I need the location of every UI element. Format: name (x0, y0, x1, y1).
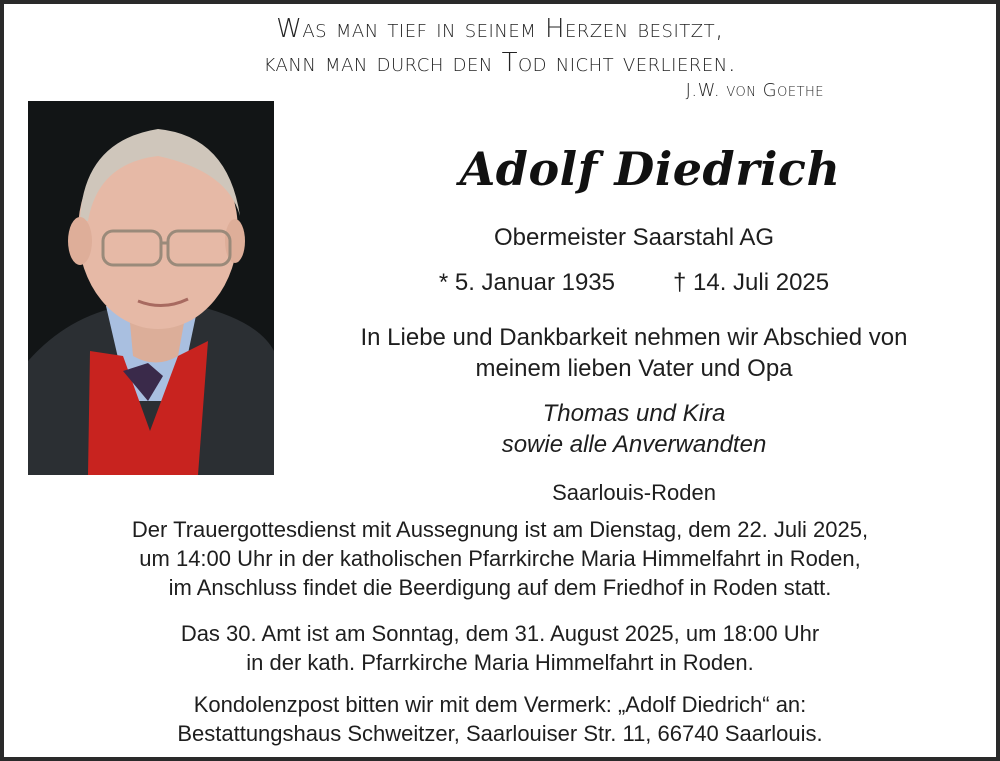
farewell-line-1: In Liebe und Dankbarkeit nehmen wir Abschied von (360, 324, 908, 351)
birth-date: * 5. Januar 1935 (438, 269, 615, 296)
mass-line-1: Das 30. Amt ist am Sonntag, dem 31. August 2025, um 18:00 Uhr (180, 621, 820, 646)
condolence-line-2: Bestattungshaus Schweitzer, Saarlouiser Str. 11, 66740 Saarlouis. (177, 721, 823, 746)
service-line-1: Der Trauergottesdienst mit Aussegnung ist am Dienstag, dem 22. Juli 2025, (131, 517, 869, 542)
deceased-role: Obermeister Saarstahl AG (493, 224, 775, 251)
deceased-name: Adolf Diedrich (459, 142, 841, 196)
death-date: † 14. Juli 2025 (673, 269, 830, 296)
life-dates (304, 269, 964, 297)
service-line-2: um 14:00 Uhr in der katholischen Pfarrkirche Maria Himmelfahrt in Roden, (139, 546, 861, 571)
portrait-photo (28, 101, 274, 475)
farewell-line-2: meinem lieben Vater und Opa (475, 355, 793, 382)
condolence-line-1: Kondolenzpost bitten wir mit dem Vermerk: „Adolf Diedrich“ an: (193, 692, 807, 717)
family-line-1: Thomas und Kira (542, 400, 726, 427)
place: Saarlouis-Roden (552, 480, 716, 505)
obituary-notice (4, 4, 996, 757)
mass-line-2: in der kath. Pfarrkirche Maria Himmelfahrt in Roden. (246, 650, 754, 675)
quote-line-1: Was man tief in seinem Herzen besitzt, (276, 14, 724, 44)
quote-author: J.W. von Goethe (685, 80, 824, 101)
service-line-3: im Anschluss findet die Beerdigung auf dem Friedhof in Roden statt. (168, 575, 832, 600)
family-line-2: sowie alle Anverwandten (501, 431, 767, 458)
quote-line-2: kann man durch den Tod nicht verlieren. (263, 48, 737, 78)
